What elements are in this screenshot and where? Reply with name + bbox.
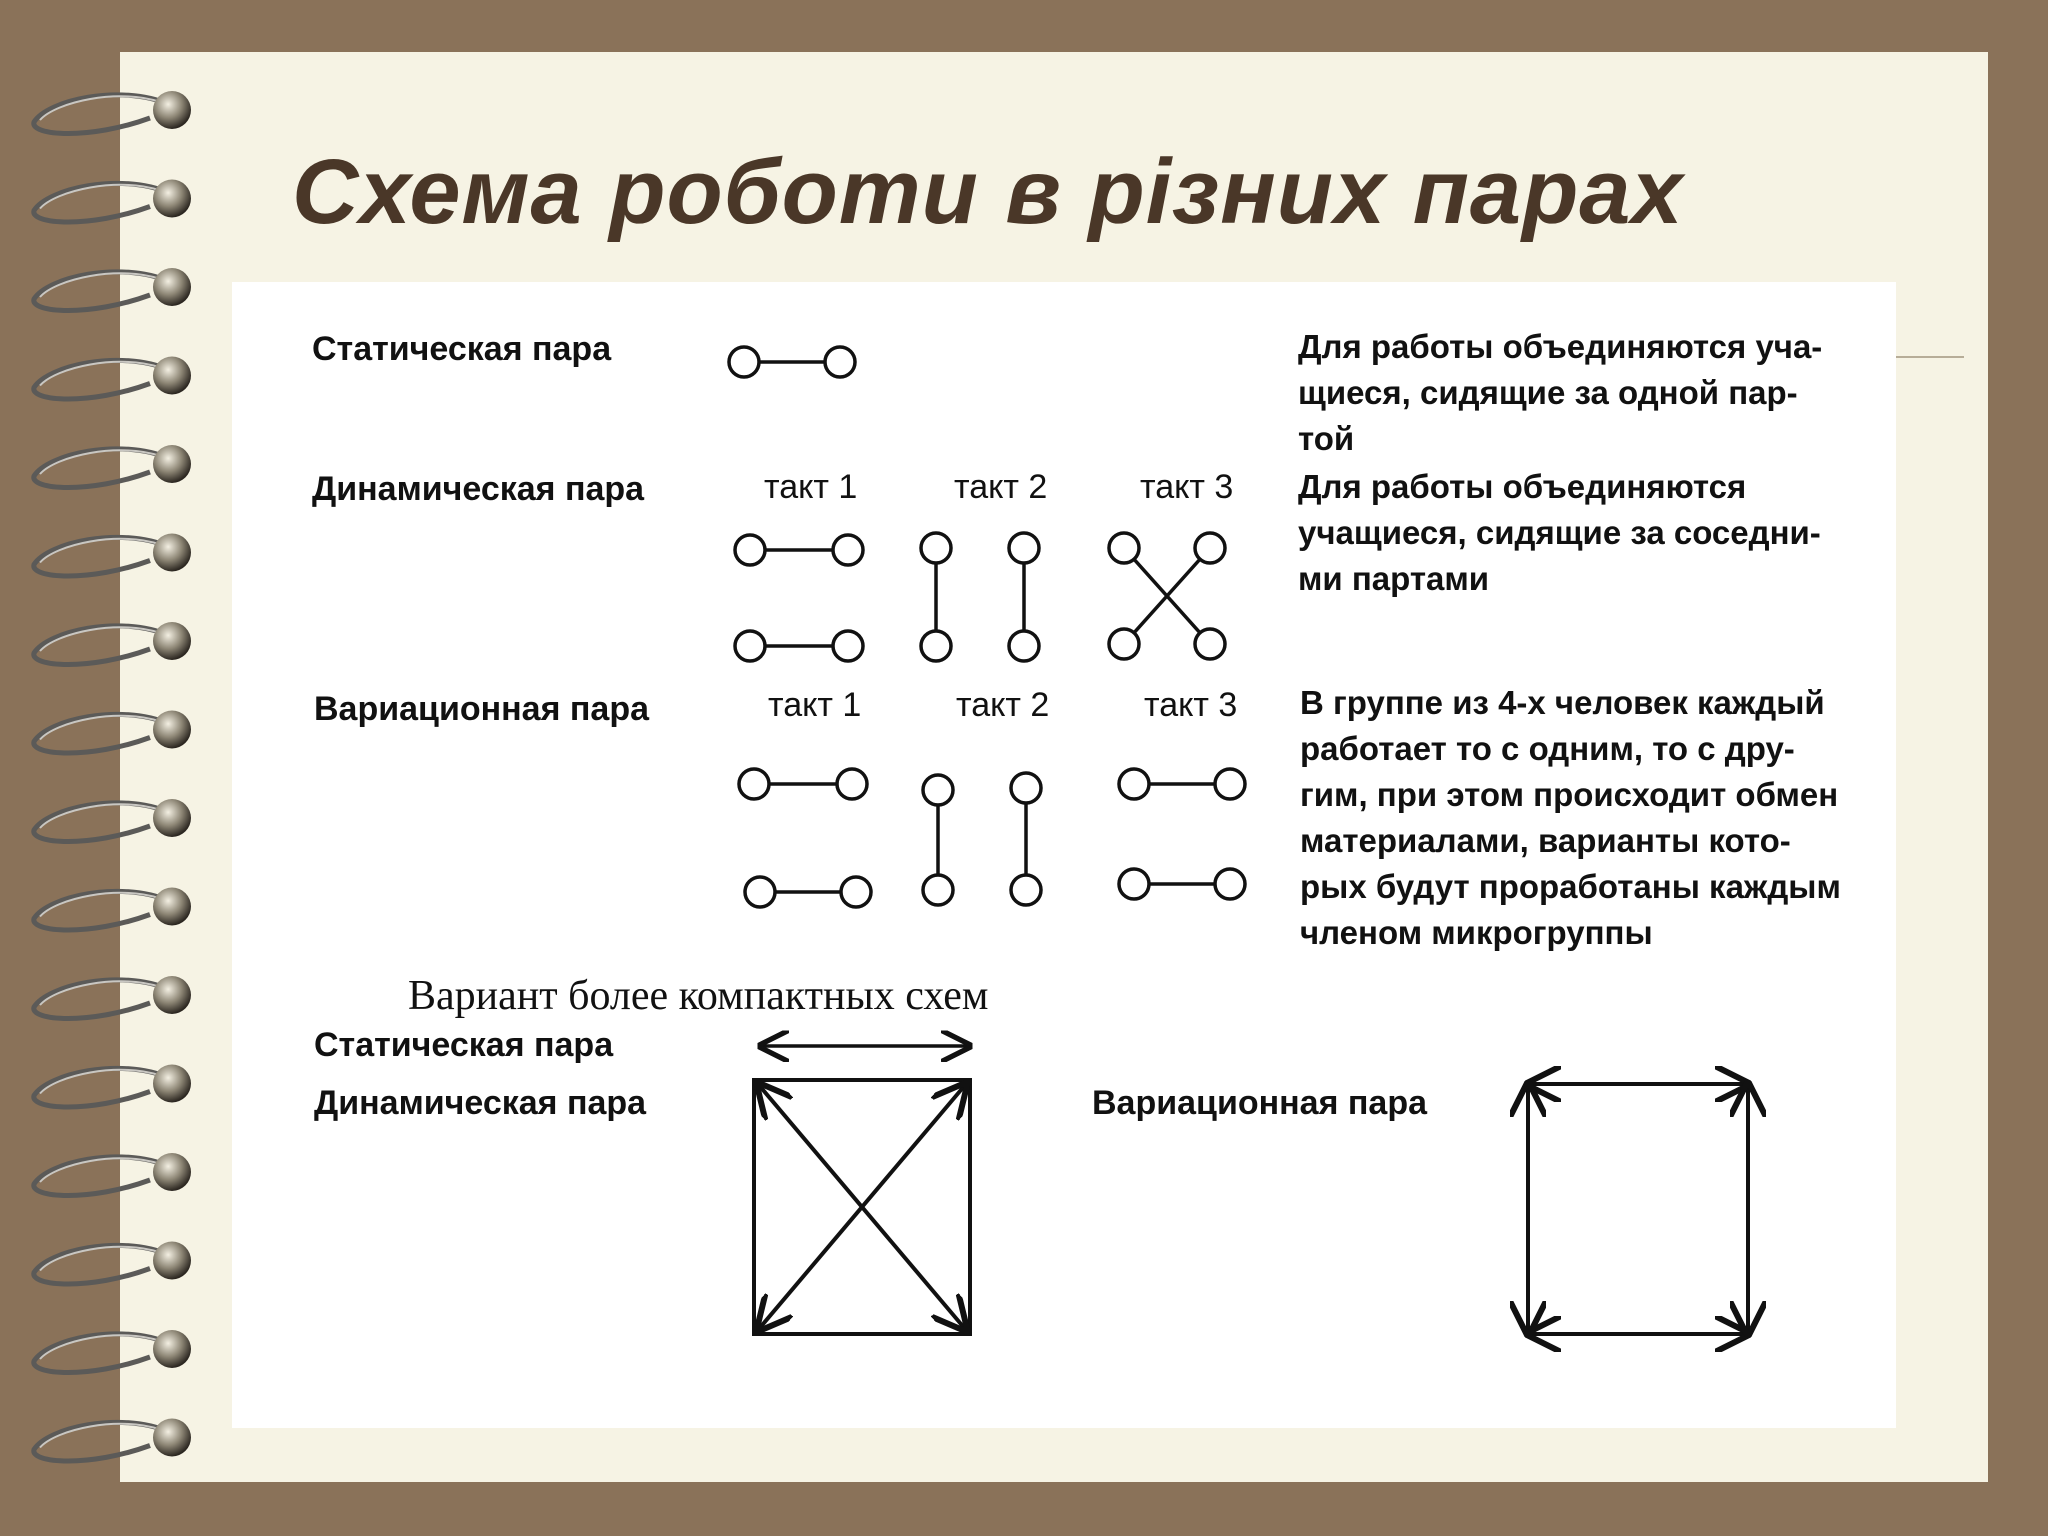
binding-hole [153, 534, 191, 572]
description-line: В группе из 4-х человек каждый [1300, 684, 1825, 721]
variation-takt-2: такт 2 [956, 686, 1050, 724]
binding-hole [153, 799, 191, 837]
binding-ring [34, 449, 168, 488]
description-line: работает то с одним, то с дру- [1300, 730, 1795, 767]
diagram-panel [232, 282, 1896, 1428]
binding-hole [153, 1330, 191, 1368]
compact-static-label: Статическая пара [314, 1026, 614, 1064]
binding-hole [153, 976, 191, 1014]
binding-ring-highlight [40, 1335, 160, 1359]
binding-ring-highlight [40, 1158, 160, 1182]
spiral-binding [0, 0, 240, 1536]
binding-hole [153, 180, 191, 218]
binding-ring [34, 803, 168, 842]
compact-variation-label: Вариационная пара [1092, 1084, 1428, 1122]
variation-pair-label: Вариационная пара [314, 690, 650, 728]
binding-hole [153, 1419, 191, 1457]
binding-ring [34, 272, 168, 311]
binding-ring [34, 1245, 168, 1284]
dynamic-takt-2: такт 2 [954, 468, 1048, 506]
binding-ring [34, 360, 168, 399]
binding-hole [153, 445, 191, 483]
dynamic-takt-3: такт 3 [1140, 468, 1234, 506]
binding-ring [34, 891, 168, 930]
binding-ring-highlight [40, 1070, 160, 1094]
binding-hole [153, 357, 191, 395]
variation-takt-3: такт 3 [1144, 686, 1238, 724]
binding-ring [34, 1068, 168, 1107]
binding-hole [153, 888, 191, 926]
dynamic-pair-label: Динамическая пара [312, 470, 645, 508]
description-line: материалами, варианты кото- [1300, 822, 1791, 859]
binding-ring [34, 1157, 168, 1196]
static-pair-diagram [729, 347, 855, 377]
description-line: той [1298, 420, 1355, 457]
static-pair-label: Статическая пара [312, 330, 612, 368]
binding-ring-highlight [40, 450, 160, 474]
binding-ring [34, 626, 168, 665]
description-line: рых будут проработаны каждым [1300, 868, 1841, 905]
binding-ring-highlight [40, 185, 160, 209]
binding-hole [153, 1153, 191, 1191]
binding-hole [153, 622, 191, 660]
binding-ring [34, 183, 168, 222]
variation-takt-1: такт 1 [768, 686, 862, 724]
description-line: учащиеся, сидящие за соседни- [1298, 514, 1821, 551]
binding-hole [153, 1065, 191, 1103]
binding-ring-highlight [40, 716, 160, 740]
description-line: гим, при этом происходит обмен [1300, 776, 1839, 813]
binding-ring [34, 95, 168, 134]
binding-ring-highlight [40, 539, 160, 563]
variation-takt-2-diagram [923, 773, 1041, 905]
compact-variation-diagram [1528, 1084, 1748, 1334]
dynamic-takt-3-diagram [1109, 533, 1225, 659]
binding-ring [34, 714, 168, 753]
binding-ring-highlight [40, 1247, 160, 1271]
dynamic-takt-2-diagram [921, 533, 1039, 661]
binding-ring-highlight [40, 804, 160, 828]
binding-ring [34, 1422, 168, 1461]
binding-ring-highlight [40, 96, 160, 120]
binding-ring [34, 1334, 168, 1373]
description-line: щиеся, сидящие за одной пар- [1298, 374, 1798, 411]
description-line: Для работы объединяются уча- [1298, 328, 1823, 365]
binding-ring [34, 980, 168, 1019]
compact-dynamic-label: Динамическая пара [314, 1084, 647, 1122]
slide-title: Схема роботи в різних парах [292, 141, 1684, 243]
pair-diagrams [232, 282, 1896, 1428]
compact-dynamic-diagram [754, 1080, 970, 1334]
binding-ring-highlight [40, 1424, 160, 1448]
binding-hole [153, 91, 191, 129]
binding-ring-highlight [40, 627, 160, 651]
binding-ring-highlight [40, 273, 160, 297]
compact-heading: Вариант более компактных схем [408, 973, 989, 1019]
binding-ring-highlight [40, 362, 160, 386]
dynamic-takt-1-diagram [735, 535, 863, 661]
binding-hole [153, 1242, 191, 1280]
description-line: членом микрогруппы [1300, 914, 1653, 951]
binding-hole [153, 268, 191, 306]
variation-takt-3-diagram [1119, 769, 1245, 899]
dynamic-takt-1: такт 1 [764, 468, 858, 506]
binding-ring [34, 537, 168, 576]
variation-takt-1-diagram [739, 769, 871, 907]
binding-ring-highlight [40, 981, 160, 1005]
binding-ring-highlight [40, 893, 160, 917]
binding-hole [153, 711, 191, 749]
description-line: ми партами [1298, 560, 1490, 597]
description-line: Для работы объединяются [1298, 468, 1747, 505]
